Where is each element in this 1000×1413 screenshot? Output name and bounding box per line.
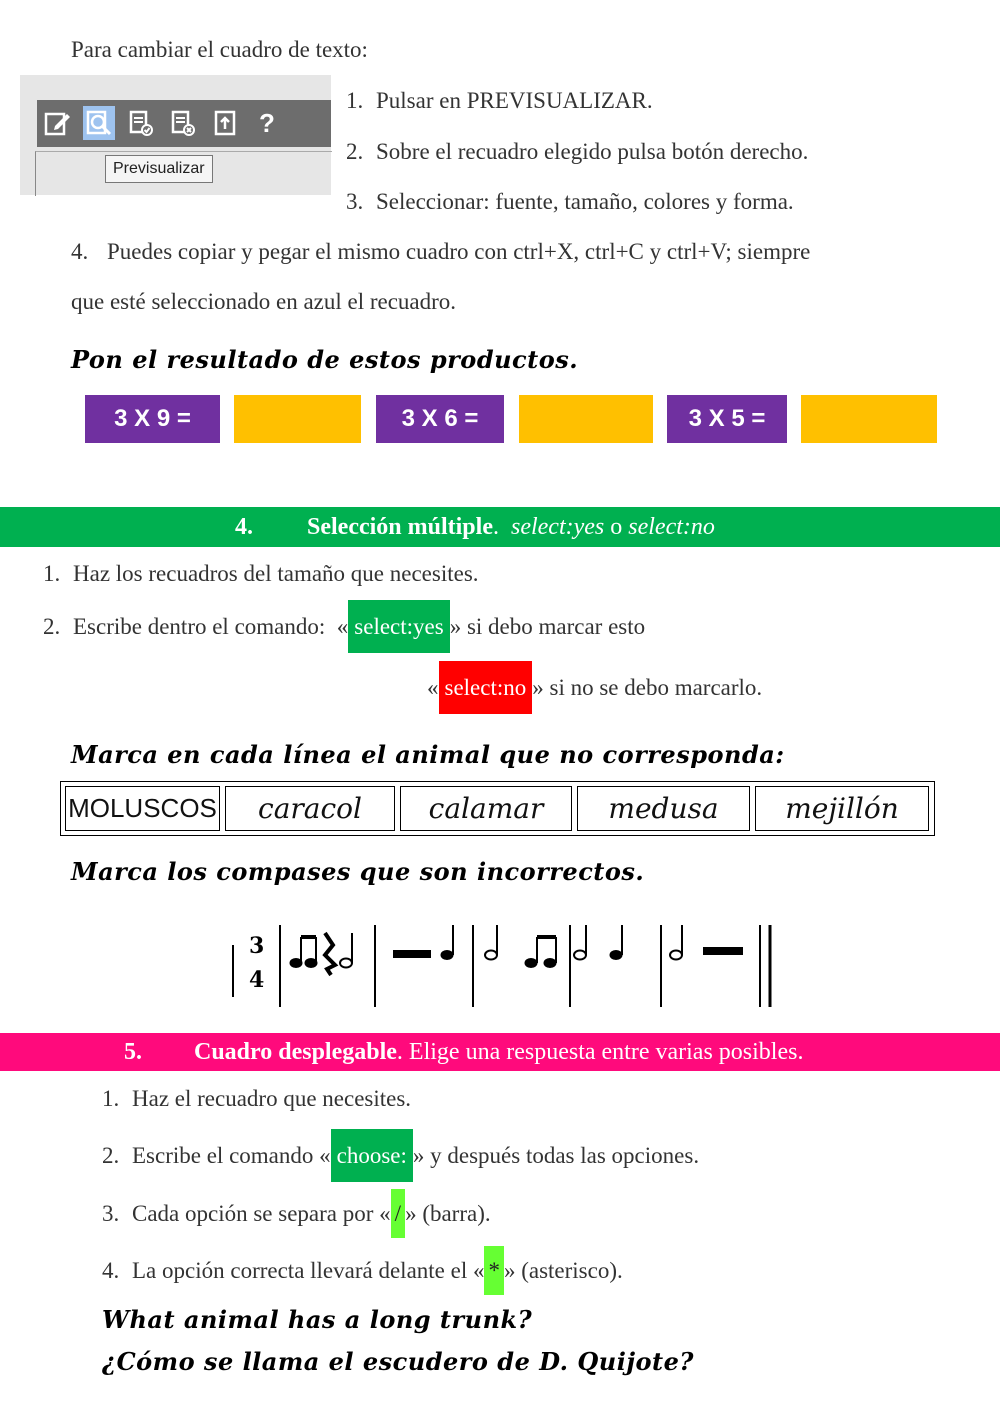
measure-5[interactable] (670, 925, 743, 960)
intro-step-4-continued: que esté seleccionado en azul el recuadro. (71, 289, 457, 314)
preview-tooltip: Previsualizar (105, 155, 213, 183)
section-4-title: Selección múltiple. select:yes o select:no (307, 513, 715, 540)
slash-tag: / (391, 1189, 405, 1238)
animal-option[interactable]: medusa (577, 786, 750, 831)
measure-3[interactable] (485, 925, 556, 968)
choose-tag: choose: (331, 1129, 413, 1182)
section-5-step-1: 1. Haz el recuadro que necesites. (102, 1086, 412, 1111)
time-signature-bottom: 4 (249, 967, 265, 993)
help-icon: ? (259, 107, 275, 138)
section-5-number: 5. (124, 1038, 142, 1065)
product-label-2: 3 X 6 = (376, 395, 504, 443)
measure-1[interactable] (290, 933, 352, 975)
product-answer-2[interactable] (519, 395, 653, 443)
edit-icon (41, 106, 73, 140)
select-no-tag: select:no (439, 661, 533, 714)
measures-instruction: Marca los compases que son incorrectos. (71, 857, 645, 886)
section-5-step-4: 4. La opción correcta llevará delante el « * » (asterisco). (102, 1258, 623, 1284)
check-document-icon (125, 106, 157, 140)
question-1: What animal has a long trunk? (102, 1305, 533, 1334)
intro-heading: Para cambiar el cuadro de texto: (71, 37, 368, 62)
intro-step-2: 2. Sobre el recuadro elegido pulsa botón derecho. (346, 139, 809, 164)
select-yes-tag: select:yes (348, 600, 449, 653)
section-4-step-2: 2. Escribe dentro el comando: « select:yes » si debo marcar esto (43, 614, 645, 640)
animal-category: MOLUSCOS (65, 786, 220, 831)
animal-option[interactable]: calamar (400, 786, 572, 831)
section-4-step-2-no: « select:no » si no se debo marcarlo. (427, 675, 762, 701)
section-5-title: Cuadro desplegable. Elige una respuesta entre varias posibles. (194, 1038, 804, 1065)
section-5-banner (0, 1033, 1000, 1071)
product-label-3: 3 X 5 = (667, 395, 787, 443)
section-5-step-3: 3. Cada opción se separa por « / » (barra). (102, 1201, 491, 1227)
measure-2[interactable] (393, 925, 453, 960)
section-5-step-2: 2. Escribe el comando « choose: » y después todas las opciones. (102, 1143, 699, 1169)
intro-step-3: 3. Seleccionar: fuente, tamaño, colores y forma. (346, 189, 794, 214)
toolbar-screenshot (20, 75, 331, 195)
section-4-step-1: 1. Haz los recuadros del tamaño que necesites. (43, 561, 479, 586)
time-signature-top: 3 (249, 933, 265, 959)
preview-icon[interactable] (83, 106, 115, 140)
animal-option[interactable]: caracol (225, 786, 395, 831)
product-answer-3[interactable] (801, 395, 937, 443)
intro-step-4: 4. Puedes copiar y pegar el mismo cuadro con ctrl+X, ctrl+C y ctrl+V; siempre (71, 239, 811, 264)
measure-4[interactable] (574, 925, 622, 960)
products-instruction: Pon el resultado de estos productos. (71, 345, 579, 374)
asterisk-tag: * (484, 1246, 504, 1295)
intro-step-1: 1. Pulsar en PREVISUALIZAR. (346, 88, 653, 113)
delete-document-icon (167, 106, 199, 140)
toolbar (37, 100, 331, 147)
product-answer-1[interactable] (234, 395, 361, 443)
product-label-1: 3 X 9 = (85, 395, 220, 443)
music-staff (225, 915, 780, 1015)
question-2: ¿Cómo se llama el escudero de D. Quijote? (102, 1347, 694, 1376)
upload-icon (209, 106, 241, 140)
section-4-number: 4. (235, 513, 253, 540)
animals-instruction: Marca en cada línea el animal que no corresponda: (71, 740, 785, 769)
section-4-banner (0, 507, 1000, 547)
animals-table (60, 781, 935, 836)
animal-option[interactable]: mejillón (755, 786, 929, 831)
